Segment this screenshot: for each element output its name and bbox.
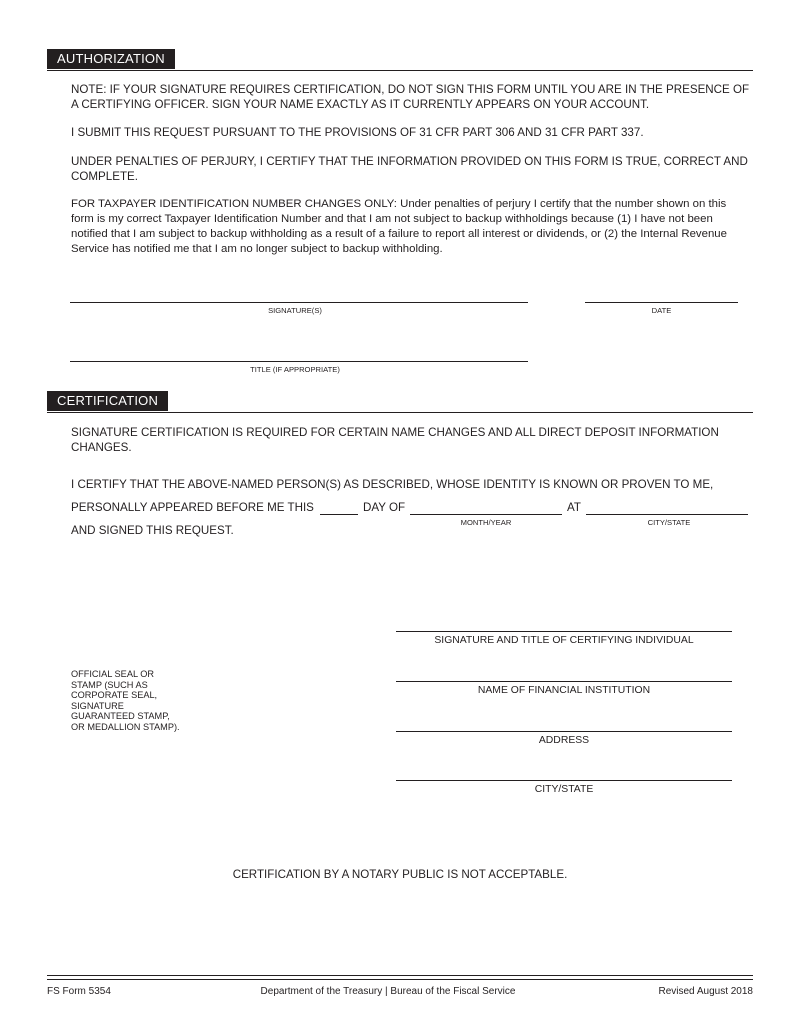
footer-rule bbox=[47, 975, 753, 976]
appeared-text: PERSONALLY APPEARED BEFORE ME THIS bbox=[71, 501, 314, 514]
notary-statement: CERTIFICATION BY A NOTARY PUBLIC IS NOT ACCEPTABLE. bbox=[232, 868, 568, 881]
certifier-signature-caption: SIGNATURE AND TITLE OF CERTIFYING INDIVIDUAL bbox=[434, 635, 694, 646]
authorization-section-bar bbox=[47, 49, 753, 71]
authorization-note: NOTE: IF YOUR SIGNATURE REQUIRES CERTIFICATION, DO NOT SIGN THIS FORM UNTIL YOU ARE IN THE PRESENCE OF A CERTIFYING OFFICER. SIGN YOUR NAME EXACTLY AS IT CURRENTLY APPEARS ON YOUR ACCOUNT. bbox=[71, 83, 750, 111]
title-caption: TITLE (IF APPROPRIATE) bbox=[250, 365, 340, 374]
institution-line[interactable] bbox=[396, 681, 732, 682]
footer-revised: Revised August 2018 bbox=[658, 986, 753, 997]
footer-department: Department of the Treasury | Bureau of the Fiscal Service bbox=[260, 986, 516, 997]
footer-form-number: FS Form 5354 bbox=[47, 986, 111, 997]
address-line[interactable] bbox=[396, 731, 732, 732]
address-caption: ADDRESS bbox=[538, 735, 590, 746]
signature-line[interactable] bbox=[70, 302, 528, 303]
certifier-signature-line[interactable] bbox=[396, 631, 732, 632]
city-state-line[interactable] bbox=[586, 514, 748, 515]
institution-caption: NAME OF FINANCIAL INSTITUTION bbox=[477, 685, 651, 696]
authorization-header: AUTHORIZATION bbox=[47, 49, 175, 69]
title-line[interactable] bbox=[70, 361, 528, 362]
signed-text: AND SIGNED THIS REQUEST. bbox=[71, 524, 234, 537]
footer-rule-thin bbox=[47, 979, 753, 980]
day-of-text: DAY OF bbox=[363, 501, 406, 514]
day-line[interactable] bbox=[320, 514, 358, 515]
certification-section-bar bbox=[47, 391, 753, 413]
date-caption: DATE bbox=[651, 306, 672, 315]
authorization-perjury-statement: UNDER PENALTIES OF PERJURY, I CERTIFY THAT THE INFORMATION PROVIDED ON THIS FORM IS TRUE, CORRECT AND COMPLETE. bbox=[71, 155, 748, 183]
city-state-2-line[interactable] bbox=[396, 780, 732, 781]
certification-header: CERTIFICATION bbox=[47, 391, 168, 411]
date-line[interactable] bbox=[585, 302, 738, 303]
certification-certify-statement: I CERTIFY THAT THE ABOVE-NAMED PERSON(S) AS DESCRIBED, WHOSE IDENTITY IS KNOWN OR PROVEN TO ME, bbox=[71, 478, 714, 491]
at-text: AT bbox=[567, 501, 581, 514]
signature-caption: SIGNATURE(S) bbox=[268, 306, 322, 315]
city-state-2-caption: CITY/STATE bbox=[534, 784, 594, 795]
authorization-submit-statement: I SUBMIT THIS REQUEST PURSUANT TO THE PROVISIONS OF 31 CFR PART 306 AND 31 CFR PART 337. bbox=[71, 126, 644, 139]
city-state-caption: CITY/STATE bbox=[647, 518, 691, 527]
month-year-caption: MONTH/YEAR bbox=[460, 518, 512, 527]
certification-required-statement: SIGNATURE CERTIFICATION IS REQUIRED FOR CERTAIN NAME CHANGES AND ALL DIRECT DEPOSIT INFORMATION CHANGES. bbox=[71, 426, 719, 454]
authorization-tin-statement: FOR TAXPAYER IDENTIFICATION NUMBER CHANGES ONLY: Under penalties of perjury I certify that the number shown on this form is my correct Taxpayer Identification Number and that I am not subject to backup withholdings because (1) I have not been notified that I am subject to backup withholding as a result of a failure to report all interest or dividends, or (2) the Internal Revenue Service has notified me that I am no longer subject to backup withholding. bbox=[71, 198, 727, 255]
official-seal-text: OFFICIAL SEAL OR STAMP (SUCH AS CORPORATE SEAL, SIGNATURE GUARANTEED STAMP, OR MEDALLION STAMP). bbox=[71, 669, 180, 732]
month-year-line[interactable] bbox=[410, 514, 562, 515]
